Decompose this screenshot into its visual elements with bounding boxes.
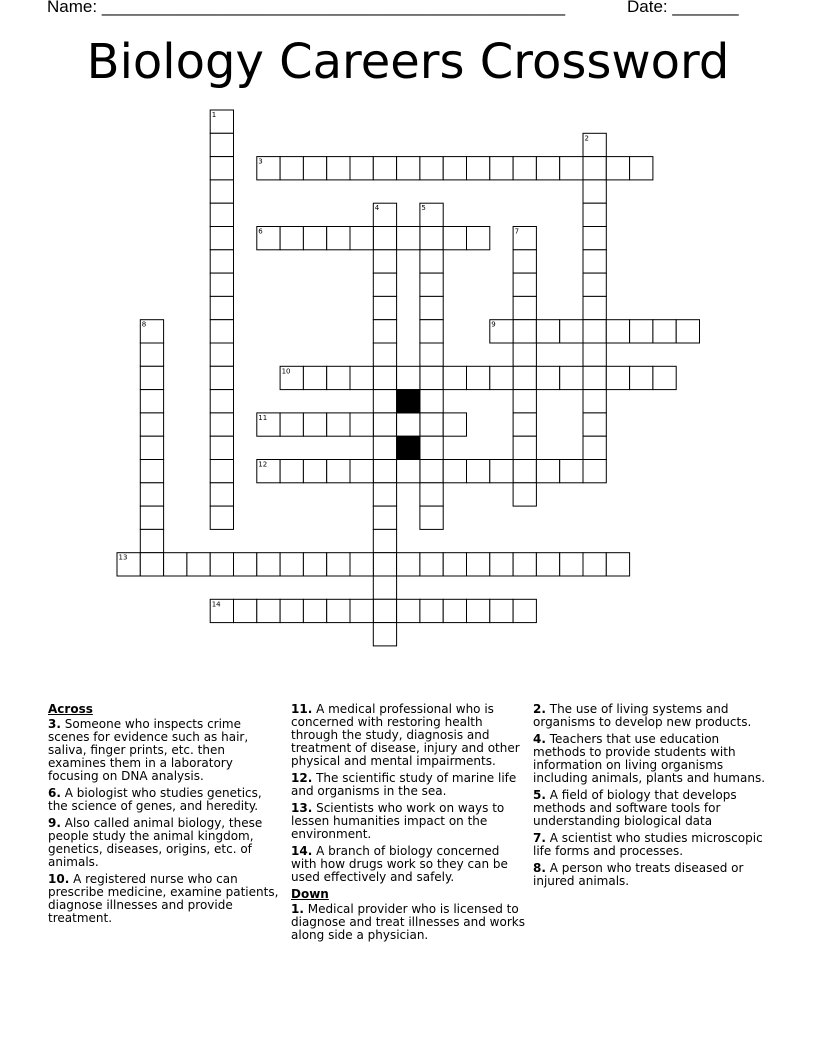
black-cell (397, 390, 420, 413)
grid-cell[interactable] (373, 599, 396, 622)
grid-cell[interactable] (583, 553, 606, 576)
grid-cell[interactable] (210, 390, 233, 413)
grid-cell[interactable] (397, 460, 420, 483)
grid-cell[interactable] (373, 553, 396, 576)
grid-cell[interactable] (280, 227, 303, 250)
grid-cell[interactable] (513, 599, 536, 622)
grid-cell[interactable] (420, 296, 443, 319)
down-heading: Down (291, 887, 329, 901)
grid-cell[interactable] (420, 366, 443, 389)
grid-cell[interactable] (560, 460, 583, 483)
grid-cell[interactable] (583, 460, 606, 483)
grid-cell[interactable] (397, 413, 420, 436)
clue-number: 11 (258, 413, 268, 422)
clue-number: 12 (258, 460, 268, 469)
grid-cell[interactable] (373, 250, 396, 273)
grid-cell[interactable] (583, 436, 606, 459)
grid-cell[interactable] (140, 343, 163, 366)
grid-cell[interactable] (443, 599, 466, 622)
grid-cell[interactable] (210, 320, 233, 343)
grid-cell[interactable] (513, 273, 536, 296)
grid-cell[interactable] (350, 599, 373, 622)
grid-cell[interactable] (583, 273, 606, 296)
grid-cell[interactable] (187, 553, 210, 576)
grid-cell[interactable] (327, 553, 350, 576)
grid-cell[interactable] (536, 553, 559, 576)
grid-cell[interactable] (280, 460, 303, 483)
clue-across-13: 13. Scientists who work on ways to lessen humanities impact on the environment. (291, 801, 505, 841)
grid-cell[interactable] (373, 296, 396, 319)
grid-cell[interactable] (164, 553, 187, 576)
grid-cell[interactable] (210, 413, 233, 436)
grid-cell[interactable] (443, 227, 466, 250)
clue-number: 8 (141, 320, 147, 329)
clue-number: 2 (584, 134, 589, 143)
clue-number: 3 (258, 157, 263, 166)
grid-cell[interactable] (513, 436, 536, 459)
grid-cell[interactable] (350, 227, 373, 250)
grid-cell[interactable] (420, 599, 443, 622)
date-label: Date: (627, 0, 668, 16)
name-blank[interactable]: _________________________________________________ (101, 0, 566, 16)
grid-cell[interactable] (373, 343, 396, 366)
grid-cell[interactable] (210, 296, 233, 319)
clue-down-2: 2. The use of living systems and organisms to develop new products. (533, 702, 752, 729)
grid-cell[interactable] (373, 529, 396, 552)
grid-cell[interactable] (397, 599, 420, 622)
grid-cell[interactable] (373, 320, 396, 343)
across-heading: Across (48, 702, 93, 716)
grid-cell[interactable] (140, 529, 163, 552)
grid-cell[interactable] (536, 366, 559, 389)
grid-cell[interactable] (583, 227, 606, 250)
grid-cell[interactable] (490, 157, 513, 180)
grid-cell[interactable] (327, 366, 350, 389)
grid-cell[interactable] (606, 157, 629, 180)
grid-cell[interactable] (234, 553, 257, 576)
grid-cell[interactable] (513, 320, 536, 343)
grid-cell[interactable] (303, 599, 326, 622)
grid-cell[interactable] (420, 250, 443, 273)
grid-cell[interactable] (420, 273, 443, 296)
grid-cell[interactable] (513, 343, 536, 366)
grid-cell[interactable] (257, 599, 280, 622)
grid-cell[interactable] (140, 483, 163, 506)
grid-cell[interactable] (583, 250, 606, 273)
grid-cell[interactable] (467, 366, 490, 389)
grid-cell[interactable] (583, 390, 606, 413)
grid-cell[interactable] (280, 553, 303, 576)
grid-cell[interactable] (513, 460, 536, 483)
grid-cell[interactable] (583, 343, 606, 366)
grid-cell[interactable] (140, 413, 163, 436)
grid-cell[interactable] (513, 157, 536, 180)
grid-cell[interactable] (583, 320, 606, 343)
grid-cell[interactable] (513, 250, 536, 273)
grid-cell[interactable] (140, 436, 163, 459)
clue-number: 10 (281, 367, 291, 376)
grid-cell[interactable] (373, 273, 396, 296)
grid-cell[interactable] (373, 227, 396, 250)
grid-cell[interactable] (303, 227, 326, 250)
grid-cell[interactable] (210, 227, 233, 250)
grid-cell[interactable] (280, 599, 303, 622)
grid-cell[interactable] (210, 343, 233, 366)
grid-cell[interactable] (373, 483, 396, 506)
grid-cell[interactable] (653, 366, 676, 389)
grid-cell[interactable] (560, 553, 583, 576)
clue-number: 13 (118, 553, 128, 562)
grid-cell[interactable] (467, 460, 490, 483)
clue-across-12: 12. The scientific study of marine life and organisms in the sea. (291, 771, 517, 798)
grid-cell[interactable] (513, 413, 536, 436)
grid-cell[interactable] (490, 460, 513, 483)
grid-cell[interactable] (490, 599, 513, 622)
grid-cell[interactable] (560, 320, 583, 343)
grid-cell[interactable] (606, 320, 629, 343)
grid-cell[interactable] (583, 413, 606, 436)
grid-cell[interactable] (140, 390, 163, 413)
clue-down-7: 7. A scientist who studies microscopic life forms and processes. (533, 831, 763, 858)
name-label: Name: (47, 0, 98, 16)
grid-cell[interactable] (257, 553, 280, 576)
grid-cell[interactable] (653, 320, 676, 343)
grid-cell[interactable] (630, 157, 653, 180)
grid-cell[interactable] (140, 506, 163, 529)
grid-cell[interactable] (467, 553, 490, 576)
grid-cell[interactable] (583, 366, 606, 389)
clue-across-10: 10. A registered nurse who can prescribe medicine, examine patients, diagnose illnesses and provide treatment. (48, 872, 279, 925)
grid-cell[interactable] (210, 273, 233, 296)
grid-cell[interactable] (303, 460, 326, 483)
grid-cell[interactable] (210, 157, 233, 180)
grid-cell[interactable] (327, 413, 350, 436)
grid-cell[interactable] (350, 460, 373, 483)
grid-cell[interactable] (420, 390, 443, 413)
clue-down-5: 5. A field of biology that develops methods and software tools for understanding biological data (533, 788, 737, 828)
grid-cell[interactable] (350, 413, 373, 436)
clue-across-14: 14. A branch of biology concerned with how drugs work so they can be used effectively and safely. (291, 844, 508, 884)
grid-cell[interactable] (234, 599, 257, 622)
grid-cell[interactable] (630, 320, 653, 343)
page-title: Biology Careers Crossword (86, 34, 730, 90)
grid-cell[interactable] (210, 366, 233, 389)
grid-cell[interactable] (373, 413, 396, 436)
grid-cell[interactable] (140, 553, 163, 576)
grid-cell[interactable] (303, 366, 326, 389)
grid-cell[interactable] (280, 413, 303, 436)
clue-number: 9 (491, 320, 496, 329)
grid-cell[interactable] (560, 366, 583, 389)
grid-cell[interactable] (583, 180, 606, 203)
grid-cell[interactable] (513, 390, 536, 413)
black-cell (397, 436, 420, 459)
grid-cell[interactable] (443, 460, 466, 483)
grid-cell[interactable] (420, 343, 443, 366)
grid-cell[interactable] (210, 436, 233, 459)
grid-cell[interactable] (373, 576, 396, 599)
grid-cell[interactable] (467, 157, 490, 180)
grid-cell[interactable] (397, 157, 420, 180)
grid-cell[interactable] (443, 366, 466, 389)
grid-cell[interactable] (606, 366, 629, 389)
clue-down-4: 4. Teachers that use education methods to provide students with information on living organisms including animals, plants and humans. (533, 732, 766, 785)
grid-cell[interactable] (420, 320, 443, 343)
clues-column-2 (291, 703, 527, 946)
clue-down-8: 8. A person who treats diseased or injured animals. (533, 861, 744, 888)
grid-cell[interactable] (536, 320, 559, 343)
clue-number: 4 (374, 204, 380, 213)
grid-cell[interactable] (210, 180, 233, 203)
grid-cell[interactable] (536, 460, 559, 483)
grid-cell[interactable] (513, 553, 536, 576)
grid-cell[interactable] (303, 413, 326, 436)
clue-across-9: 9. Also called animal biology, these people study the animal kingdom, genetics, diseases, origins, etc. of animals. (48, 816, 263, 869)
clue-number: 6 (258, 227, 263, 236)
grid-cell[interactable] (210, 553, 233, 576)
grid-cell[interactable] (350, 553, 373, 576)
grid-cell[interactable] (140, 366, 163, 389)
grid-cell[interactable] (327, 227, 350, 250)
grid-cell[interactable] (560, 157, 583, 180)
grid-cell[interactable] (676, 320, 699, 343)
grid-cell[interactable] (420, 553, 443, 576)
grid-cell[interactable] (420, 483, 443, 506)
clue-across-6: 6. A biologist who studies genetics, the science of genes, and heredity. (48, 786, 262, 813)
grid-cell[interactable] (210, 133, 233, 156)
grid-cell[interactable] (630, 366, 653, 389)
grid-cell[interactable] (303, 157, 326, 180)
grid-cell[interactable] (397, 366, 420, 389)
grid-cell[interactable] (583, 157, 606, 180)
grid-cell[interactable] (420, 157, 443, 180)
grid-cell[interactable] (327, 157, 350, 180)
grid-cell[interactable] (443, 413, 466, 436)
grid-cell[interactable] (210, 250, 233, 273)
clue-number: 1 (211, 111, 217, 119)
grid-cell[interactable] (280, 157, 303, 180)
grid-cell[interactable] (373, 157, 396, 180)
grid-cell[interactable] (373, 623, 396, 646)
grid-cell[interactable] (420, 506, 443, 529)
grid-cell[interactable] (373, 436, 396, 459)
grid-cell[interactable] (327, 599, 350, 622)
grid-cell[interactable] (583, 203, 606, 226)
grid-cell[interactable] (210, 506, 233, 529)
grid-cell[interactable] (467, 227, 490, 250)
grid-cell[interactable] (420, 227, 443, 250)
clues-column-1 (48, 703, 284, 929)
grid-cell[interactable] (373, 460, 396, 483)
grid-cell[interactable] (467, 599, 490, 622)
grid-cell[interactable] (373, 366, 396, 389)
grid-cell[interactable] (350, 157, 373, 180)
grid-cell[interactable] (350, 366, 373, 389)
grid-cell[interactable] (210, 460, 233, 483)
grid-cell[interactable] (513, 366, 536, 389)
clues-column-3 (533, 703, 769, 892)
clue-number: 5 (421, 204, 426, 213)
grid-cell[interactable] (583, 296, 606, 319)
grid-cell[interactable] (420, 413, 443, 436)
grid-cell[interactable] (420, 460, 443, 483)
grid-cell[interactable] (373, 390, 396, 413)
clue-number: 7 (514, 227, 520, 236)
date-blank[interactable]: _______ (672, 0, 739, 16)
clue-down-1: 1. Medical provider who is licensed to diagnose and treat illnesses and works along side a physician. (291, 902, 525, 942)
grid-cell[interactable] (210, 483, 233, 506)
grid-cell[interactable] (536, 157, 559, 180)
grid-cell[interactable] (210, 203, 233, 226)
grid-cell[interactable] (373, 506, 396, 529)
grid-cell[interactable] (513, 483, 536, 506)
clue-number: 14 (211, 600, 221, 609)
grid-cell[interactable] (420, 436, 443, 459)
grid-cell[interactable] (606, 553, 629, 576)
grid-cell[interactable] (443, 157, 466, 180)
grid-cell[interactable] (513, 296, 536, 319)
grid-cell[interactable] (140, 460, 163, 483)
grid-cell[interactable] (327, 460, 350, 483)
grid-cell[interactable] (490, 553, 513, 576)
grid-cell[interactable] (303, 553, 326, 576)
clue-across-3: 3. Someone who inspects crime scenes for evidence such as hair, saliva, finger prints, etc. then examines them in a laboratory focusing on DNA analysis. (48, 717, 249, 783)
grid-cell[interactable] (397, 553, 420, 576)
grid-cell[interactable] (397, 227, 420, 250)
grid-cell[interactable] (443, 553, 466, 576)
clue-across-11: 11. A medical professional who is concerned with restoring health through the study, diagnosis and treatment of disease, injury and other physical and mental impairments. (291, 702, 520, 768)
grid-cell[interactable] (490, 366, 513, 389)
